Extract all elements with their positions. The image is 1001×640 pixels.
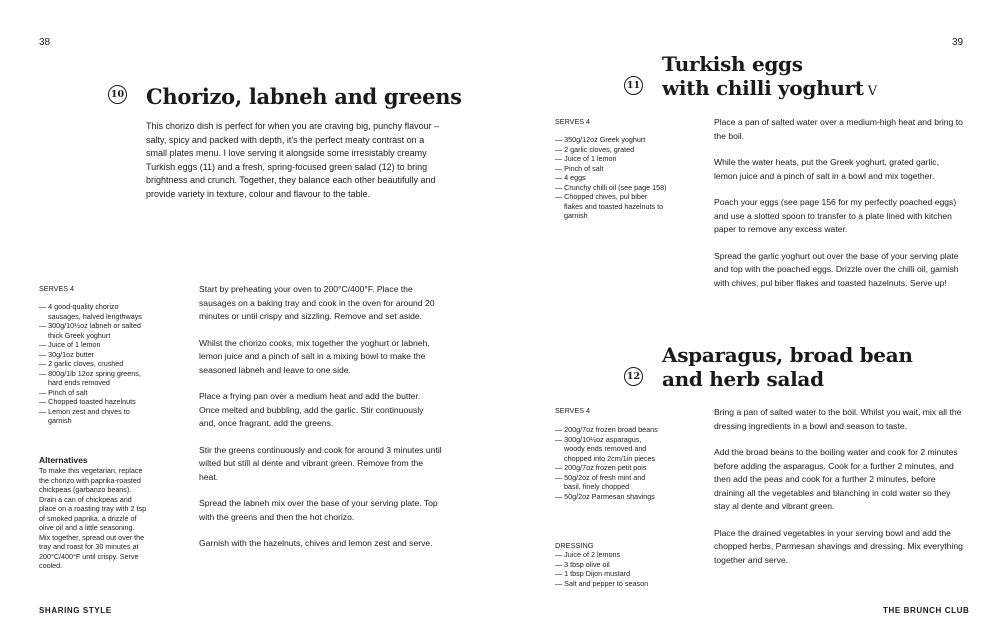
method-step: Garnish with the hazelnuts, chives and lemon zest and serve. <box>199 538 433 548</box>
alternatives-heading: Alternatives <box>39 455 88 465</box>
ingredient-item: — 350g/12oz Greek yoghurt <box>555 135 646 144</box>
method-step: Place a frying pan over a medium heat and add the butter. Once melted and bubbling, add the garlic. Stir continuously and, once fragrant, add the greens. <box>199 391 424 428</box>
ingredient-item: — 2 garlic cloves, crushed <box>39 359 124 368</box>
recipe-intro: This chorizo dish is perfect for when you are craving big, punchy flavour – salty, spicy and packed with depth, it's the perfect meaty contrast on a small plates menu. I love serving it alongside some irresistably creamy Turkish eggs (11) and a fresh, spring-focused green salad (12) to bring brightness and crunch. Together, they balance each other beautifully and provide variety in texture, colour and flavour to the table. <box>146 121 440 199</box>
ingredient-item: — 50g/2oz Parmesan shavings <box>555 491 655 501</box>
ingredient-item: — Chopped chives, pul biber flakes and toasted hazelnuts to garnish <box>555 192 664 220</box>
dressing-item: — 1 tbsp Dijon mustard <box>555 569 631 578</box>
serves-label: SERVES 4 <box>39 284 75 293</box>
ingredient-item: — Pinch of salt <box>555 163 604 173</box>
ingredients-list <box>39 302 149 426</box>
method-steps <box>199 283 442 564</box>
ingredient-item: — 2 garlic cloves, grated <box>555 144 635 154</box>
recipe-number-badge: 12 <box>624 367 643 386</box>
dressing-item: — Juice of 2 lemons <box>555 550 621 559</box>
method-step: Stir the greens continuously and cook for around 3 minutes until wilted but still al dente and vibrant green. Remove from the heat. <box>199 444 442 482</box>
ingredient-item: — 30g/1oz butter <box>39 349 95 359</box>
ingredient-item: — Chopped toasted hazelnuts <box>39 397 136 406</box>
page-number-left: 38 <box>39 37 51 48</box>
method-step: While the water heats, put the Greek yoghurt, grated garlic, lemon juice and a pinch of salt in a bowl and mix together. <box>714 157 939 181</box>
recipe-title-line <box>662 76 877 104</box>
recipe-title: Chorizo, labneh and greens <box>146 84 462 109</box>
method-step: Add the broad beans to the boiling water and cook for 2 minutes before adding the asparagus. Cook for a further 2 minutes, and then add the peas and cook for a further 2 minutes, before draining all the vegetables and blanching in cold water so they stay al dente and vibrant green. <box>714 447 958 511</box>
ingredient-item: — 200g/7oz frozen petit pois <box>555 463 647 472</box>
dressing-list <box>555 550 670 588</box>
recipe-number-badge: 11 <box>624 76 643 95</box>
recipe-title-line: and herb salad <box>662 367 824 391</box>
ingredients-list <box>555 425 660 501</box>
ingredient-item: — 200g/7oz frozen broad beans <box>555 425 658 434</box>
method-step: Spread the garlic yoghurt out over the base of your serving plate and top with the poached eggs. Drizzle over the chilli oil, garnish with chives, pul biber flakes and toasted hazelnuts. Serve up! <box>714 250 959 288</box>
method-step: Start by preheating your oven to 200°C/400°F. Place the sausages on a baking tray and cook in the oven for around 20 minutes or until crispy and sizzling. Remove and set aside. <box>199 284 435 321</box>
ingredient-item: — Pinch of salt <box>39 387 88 397</box>
vegetarian-mark: V <box>867 84 877 99</box>
recipe-title <box>662 343 913 391</box>
alternatives-text: To make this vegetarian, replace the chorizo with paprika-roasted chickpeas (garbanzo beans). Drain a can of chickpeas and place on a roasting tray with 2 tsp of smoked paprika, a drizzle of olive oil and a little seasoning. Mix together, spread out over the tray and roast for 30 minutes at 200°C/400°F until crispy. Serve cooled. <box>39 466 147 570</box>
footer-left: SHARING STYLE <box>39 606 112 615</box>
recipe-title-text: with chilli yoghurt <box>662 76 864 100</box>
method-step: Whilst the chorizo cooks, mix together the yoghurt or labneh, lemon juice and a pinch of salt in a mixing bowl to make the seasoned labneh and leave to one side. <box>199 337 430 375</box>
method-step: Place a pan of salted water over a medium-high heat and bring to the boil. <box>714 117 963 141</box>
method-step: Poach your eggs (see page 156 for my perfectly poached eggs) and use a slotted spoon to transfer to a plate lined with kitchen paper to remove any excess water. <box>714 197 957 234</box>
dressing-item: — 3 tbsp olive oil <box>555 559 610 569</box>
serves-label: SERVES 4 <box>555 406 591 415</box>
method-step: Place the drained vegetables in your serving bowl and add the chopped herbs, Parmesan shavings and dressing. Mix everything together and serve. <box>714 527 963 565</box>
serves-label: SERVES 4 <box>555 117 591 126</box>
ingredient-item: — 300g/10½oz labneh or salted thick Greek yoghurt <box>39 321 141 340</box>
ingredient-item: — 300g/10½oz asparagus, woody ends removed and chopped into 2cm/1in pieces <box>555 434 656 463</box>
recipe-title <box>662 52 877 104</box>
footer-right: THE BRUNCH CLUB <box>883 606 970 615</box>
dressing-item: — Salt and pepper to season <box>555 578 649 588</box>
ingredient-item: — Juice of 1 lemon <box>555 154 617 163</box>
ingredient-item: — Crunchy chilli oil (see page 158) <box>555 182 667 192</box>
ingredient-item: — 50g/2oz of fresh mint and basil, finely chopped <box>555 472 646 491</box>
ingredient-item: — Lemon zest and chives to garnish <box>39 406 130 425</box>
ingredient-item: — 800g/1lb 12oz spring greens, hard ends removed <box>39 368 141 387</box>
recipe-title-line: Asparagus, broad bean <box>662 343 913 367</box>
method-steps <box>714 406 966 580</box>
dressing-heading: DRESSING <box>555 541 594 550</box>
ingredient-item: — Juice of 1 lemon <box>39 340 101 349</box>
method-step: Spread the labneh mix over the base of your serving plate. Top with the greens and then the hot chorizo. <box>199 498 438 522</box>
method-step: Bring a pan of salted water to the boil. Whilst you wait, mix all the dressing ingredients in a bowl and season to taste. <box>714 407 962 431</box>
ingredient-item: — 4 good-quality chorizo sausages, halved lengthways <box>39 302 142 321</box>
method-steps <box>714 116 964 303</box>
ingredient-item: — 4 eggs <box>555 173 586 182</box>
recipe-title-line: Turkish eggs <box>662 52 803 76</box>
page-number-right: 39 <box>952 37 964 48</box>
recipe-number-badge: 10 <box>108 85 127 104</box>
ingredients-list <box>555 135 667 221</box>
